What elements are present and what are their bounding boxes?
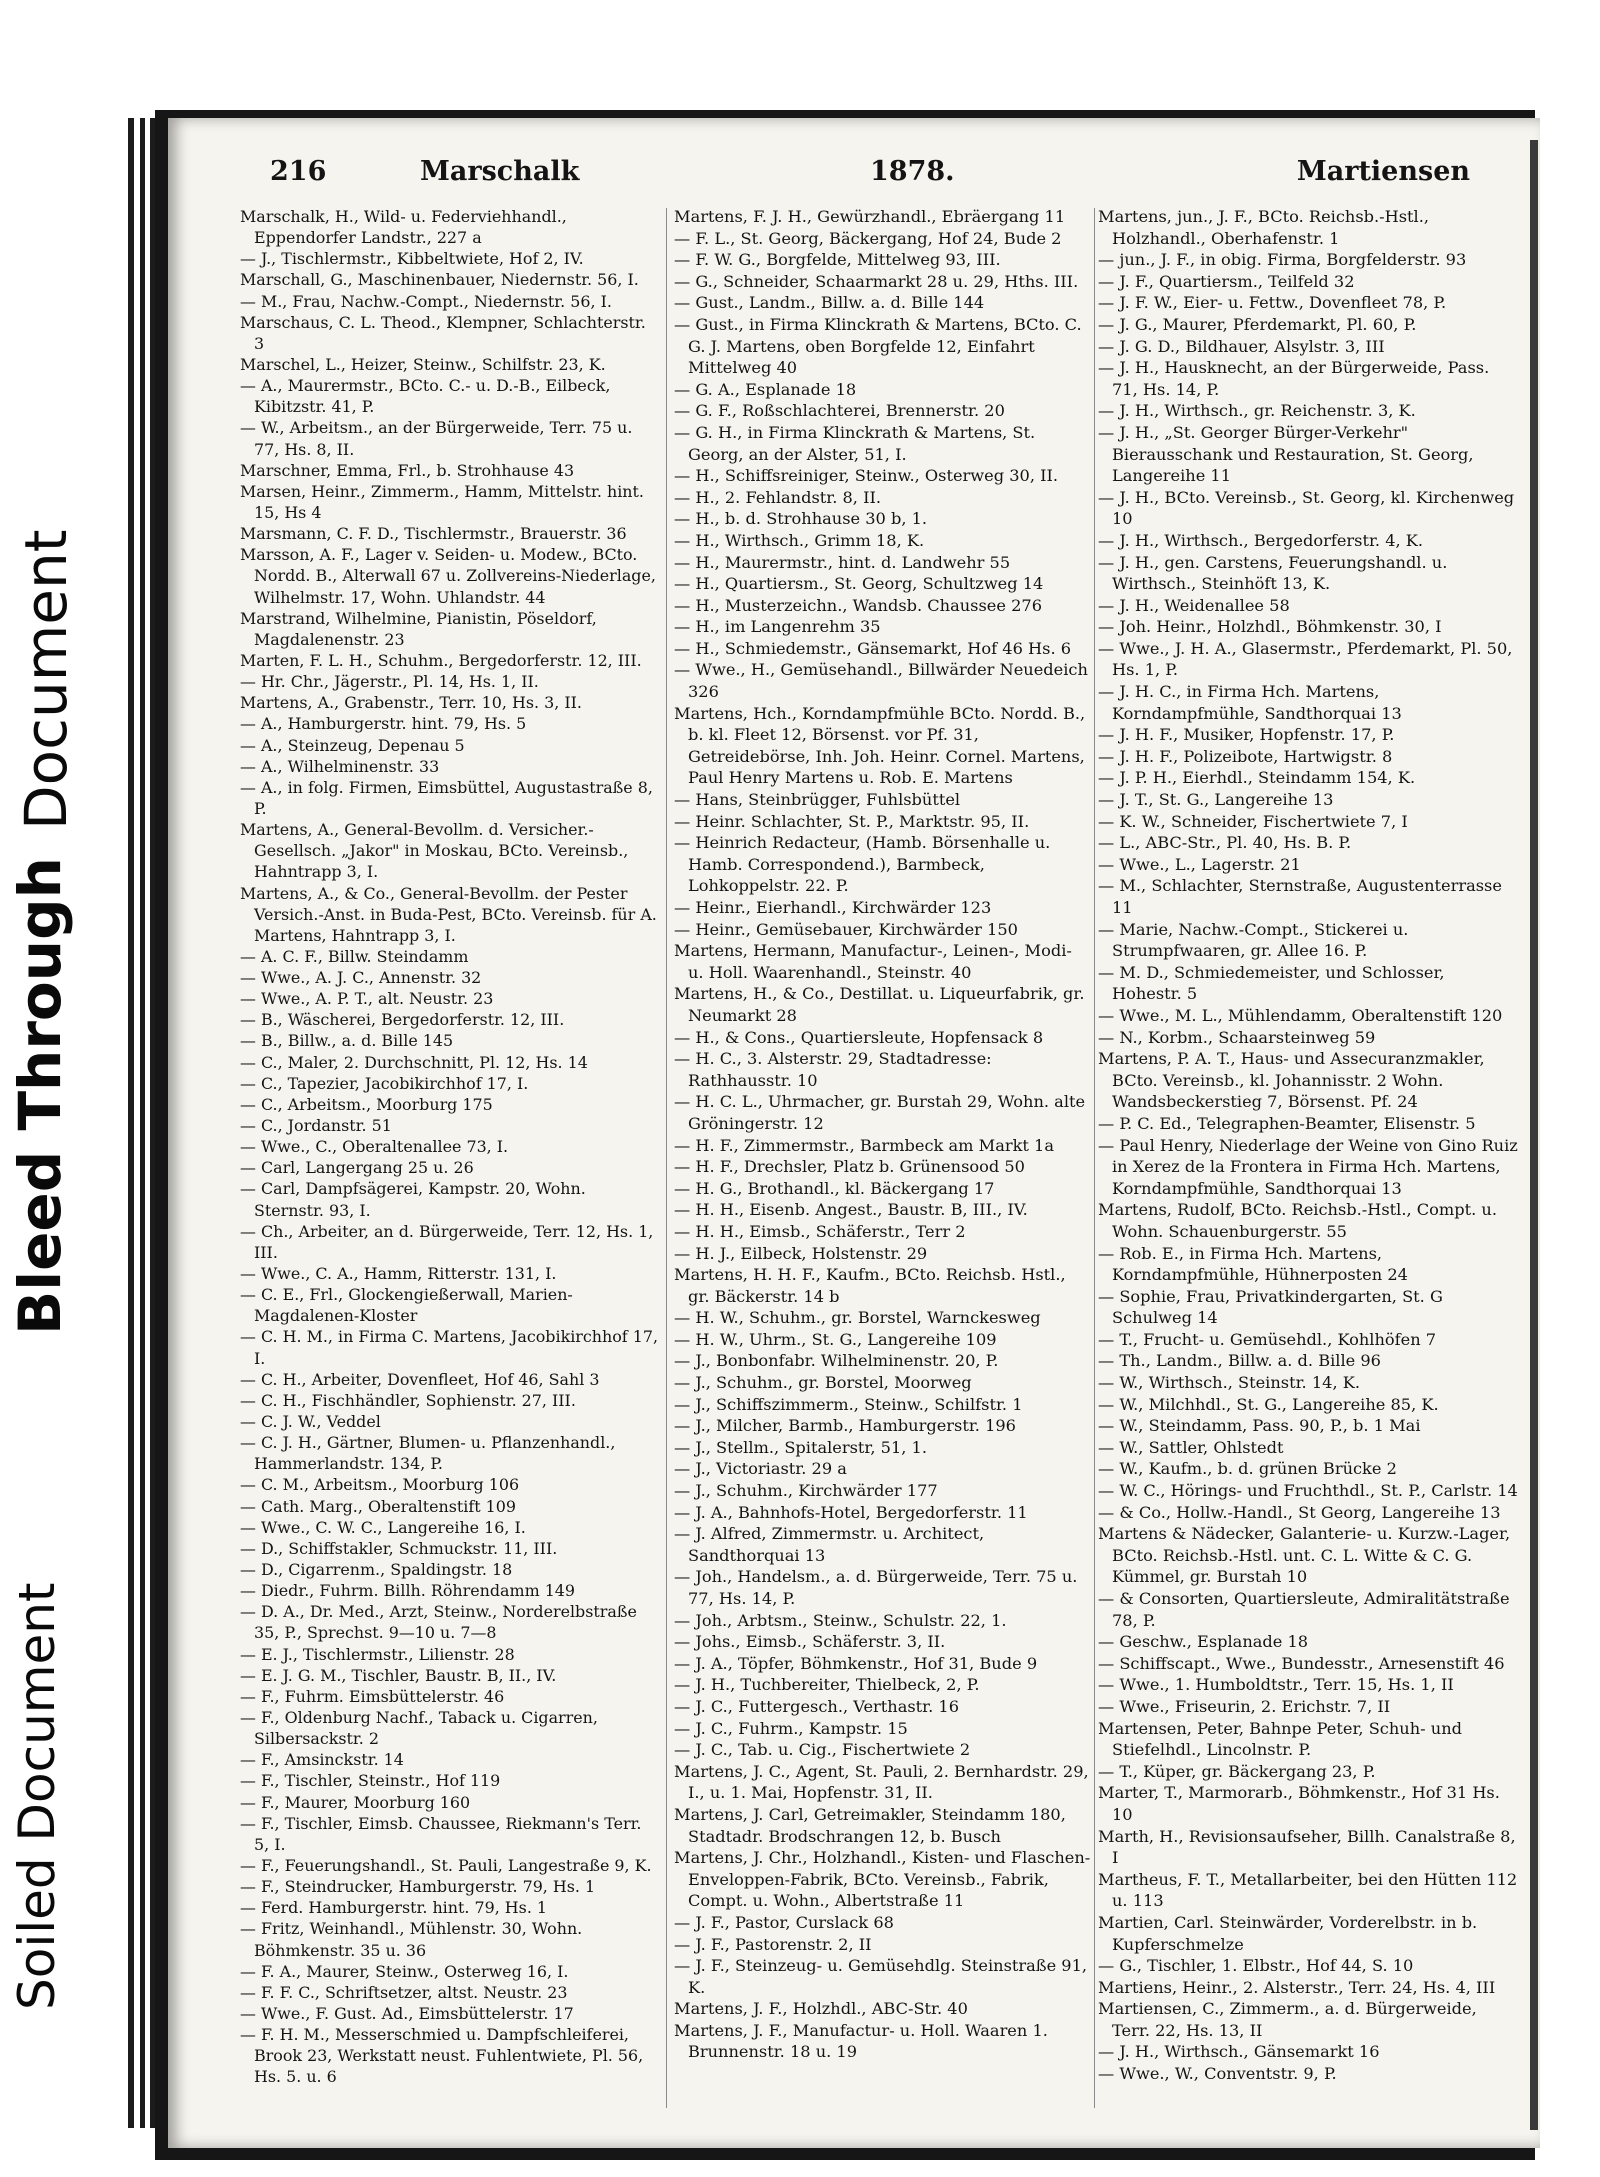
directory-entry: — J., Stellm., Spitalerstr, 51, 1. (674, 1437, 927, 1457)
directory-entry: — J. H., „St. Georger Bürger-Verkehr" Bierausschank und Restauration, St. Georg, Langereihe 11 (1098, 422, 1474, 486)
directory-entry: — H., Maurermstr., hint. d. Landwehr 55 (674, 552, 1011, 572)
directory-entry: — Joh. Heinr., Holzhdl., Böhmkenstr. 30, I (1098, 617, 1442, 637)
bleed-through-label: Bleed Through (6, 857, 74, 1335)
directory-entry: Martens, A., Grabenstr., Terr. 10, Hs. 3, II. (240, 693, 582, 713)
directory-entry: — Geschw., Esplanade 18 (1098, 1632, 1309, 1652)
directory-entry: Martens, J. F., Manufactur- u. Holl. Waaren 1. Brunnenstr. 18 u. 19 (674, 2020, 1048, 2062)
directory-entry: — Wwe., W., Conventstr. 9, P. (1098, 2064, 1337, 2084)
column-1 (240, 206, 658, 2088)
directory-entry: — Wwe., 1. Humboldtstr., Terr. 15, Hs. 1, II (1098, 1675, 1454, 1695)
directory-entry: — C. H. M., in Firma C. Martens, Jacobikirchhof 17, I. (240, 1327, 659, 1368)
directory-entry: — C. J. H., Gärtner, Blumen- u. Pflanzenhandl., Hammerlandstr. 134, P. (240, 1433, 616, 1474)
directory-entry: — Wwe., C., Oberaltenallee 73, I. (240, 1137, 509, 1157)
directory-entry: — L., ABC-Str., Pl. 40, Hs. B. P. (1098, 833, 1352, 853)
directory-entry: — Wwe., F. Gust. Ad., Eimsbüttelerstr. 17 (240, 2003, 574, 2023)
directory-entry: — J., Schiffszimmerm., Steinw., Schilfstr. 1 (674, 1394, 1023, 1414)
directory-entry: Martiens, Heinr., 2. Alsterstr., Terr. 24, Hs. 4, III (1098, 1977, 1496, 1997)
directory-entry: Marschall, G., Maschinenbauer, Niedernstr. 56, I. (240, 270, 639, 290)
directory-entry: Marschaus, C. L. Theod., Klempner, Schlachterstr. 3 (240, 312, 646, 353)
directory-entry: — T., Küper, gr. Bäckergang 23, P. (1098, 1761, 1376, 1781)
directory-entry: Marschel, L., Heizer, Steinw., Schilfstr. 23, K. (240, 354, 606, 374)
directory-entry: — & Co., Hollw.-Handl., St Georg, Langereihe 13 (1098, 1502, 1501, 1522)
directory-entry: — Johs., Eimsb., Schäferstr. 3, II. (674, 1632, 946, 1652)
directory-entry: — Heinrich Redacteur, (Hamb. Börsenhalle u. Hamb. Correspondend.), Barmbeck, Lohkoppelstr. 22. P. (674, 833, 1051, 896)
directory-entry: — B., Wäscherei, Bergedorferstr. 12, III. (240, 1010, 565, 1030)
directory-entry: — Ferd. Hamburgerstr. hint. 79, Hs. 1 (240, 1898, 548, 1918)
directory-entry: — J. H. F., Musiker, Hopfenstr. 17, P. (1098, 725, 1395, 745)
directory-entry: — C., Tapezier, Jacobikirchhof 17, I. (240, 1073, 529, 1093)
directory-entry: Martens, A., General-Bevollm. d. Versicher.-Gesellsch. „Jakor" in Moskau, BCto. Vereinsb., Hahntrapp 3, I. (240, 820, 629, 882)
directory-entry: — F. F. C., Schriftsetzer, altst. Neustr. 23 (240, 1982, 568, 2002)
directory-entry: — J., Bonbonfabr. Wilhelminenstr. 20, P. (674, 1351, 999, 1371)
directory-entry: — J. H., Weidenallee 58 (1098, 595, 1290, 615)
directory-entry: — Wwe., H., Gemüsehandl., Billwärder Neuedeich 326 (674, 660, 1088, 702)
directory-entry: — Cath. Marg., Oberaltenstift 109 (240, 1496, 517, 1516)
directory-entry: — A., in folg. Firmen, Eimsbüttel, Augustastraße 8, P. (240, 777, 653, 818)
directory-entry: — H. W., Schuhm., gr. Borstel, Warnckesweg (674, 1308, 1041, 1328)
directory-entry: — J., Milcher, Barmb., Hamburgerstr. 196 (674, 1416, 1016, 1436)
directory-entry: — F., Fuhrm. Eimsbüttelerstr. 46 (240, 1686, 505, 1706)
directory-entry: — J. C., Fuhrm., Kampstr. 15 (674, 1718, 908, 1738)
page-edge (140, 118, 145, 2128)
directory-entry: — E. J. G. M., Tischler, Baustr. B, II., IV. (240, 1665, 557, 1685)
directory-entry: — A., Maurermstr., BCto. C.- u. D.-B., Eilbeck, Kibitzstr. 41, P. (240, 376, 611, 417)
directory-page (168, 118, 1540, 2148)
running-head-left: Marschalk (420, 156, 580, 187)
directory-entry: — H., Schmiedemstr., Gänsemarkt, Hof 46 Hs. 6 (674, 638, 1072, 658)
scan-label-strip (0, 0, 80, 2177)
directory-entry: — F., Tischler, Steinstr., Hof 119 (240, 1771, 501, 1791)
column-divider (666, 208, 667, 2108)
running-head-right: Martiensen (1296, 156, 1470, 187)
page-year: 1878. (870, 156, 955, 187)
directory-entry: — H., & Cons., Quartiersleute, Hopfensack 8 (674, 1027, 1044, 1047)
directory-entry: — J. F., Pastorenstr. 2, II (674, 1934, 872, 1954)
directory-entry: — Wwe., A. P. T., alt. Neustr. 23 (240, 989, 494, 1009)
directory-entry: — W., Steindamm, Pass. 90, P., b. 1 Mai (1098, 1416, 1421, 1436)
directory-entry: — Wwe., C. A., Hamm, Ritterstr. 131, I. (240, 1264, 557, 1284)
directory-entry: — J. F. W., Eier- u. Fettw., Dovenfleet 78, P. (1098, 293, 1447, 313)
directory-entry: Martens, P. A. T., Haus- und Assecuranzmakler, BCto. Vereinsb., kl. Johannisstr. 2 Wohn. Wandsbeckerstieg 7, Börsenst. Pf. 24 (1098, 1049, 1485, 1112)
directory-entry: Martien, Carl. Steinwärder, Vorderelbstr. in b. Kupferschmelze (1098, 1912, 1478, 1954)
directory-entry: — F. A., Maurer, Steinw., Osterweg 16, I. (240, 1961, 569, 1981)
directory-entry: — Wwe., L., Lagerstr. 21 (1098, 854, 1301, 874)
directory-entry: Martensen, Peter, Bahnpe Peter, Schuh- und Stiefelhdl., Lincolnstr. P. (1098, 1718, 1462, 1760)
directory-entry: — H. H., Eisenb. Angest., Baustr. B, III., IV. (674, 1200, 1028, 1220)
directory-entry: — & Consorten, Quartiersleute, Admiralitätstraße 78, P. (1098, 1589, 1510, 1630)
directory-entry: — H. C., 3. Alsterstr. 29, Stadtadresse: Rathhausstr. 10 (674, 1049, 992, 1090)
directory-entry: — C., Maler, 2. Durchschnitt, Pl. 12, Hs. 14 (240, 1052, 588, 1072)
directory-entry: — F., Feuerungshandl., St. Pauli, Langestraße 9, K. (240, 1855, 652, 1875)
directory-entry: — Carl, Dampfsägerei, Kampstr. 20, Wohn. Sternstr. 93, I. (240, 1179, 586, 1220)
directory-entry: — Carl, Langergang 25 u. 26 (240, 1158, 474, 1178)
directory-entry: — C. M., Arbeitsm., Moorburg 106 (240, 1475, 520, 1495)
directory-entry: — Schiffscapt., Wwe., Bundesstr., Arnesenstift 46 (1098, 1653, 1505, 1673)
directory-entry: Martens, Rudolf, BCto. Reichsb.-Hstl., Compt. u. Wohn. Schauenburgerstr. 55 (1098, 1200, 1497, 1241)
directory-entry: — Wwe., J. H. A., Glasermstr., Pferdemarkt, Pl. 50, Hs. 1, P. (1098, 638, 1513, 680)
directory-entry: — J. A., Töpfer, Böhmkenstr., Hof 31, Bude 9 (674, 1653, 1038, 1673)
directory-entry: — Marie, Nachw.-Compt., Stickerei u. Strumpfwaaren, gr. Allee 16. P. (1098, 919, 1409, 961)
directory-entry: — H., Musterzeichn., Wandsb. Chaussee 276 (674, 595, 1042, 615)
directory-entry: Martens, J. F., Holzhdl., ABC-Str. 40 (674, 1999, 968, 2019)
directory-entry: — C., Jordanstr. 51 (240, 1116, 392, 1136)
directory-entry: — Paul Henry, Niederlage der Weine von Gino Ruiz in Xerez de la Frontera in Firma Hch. Martens, Korndampfmühle, Sandthorquai 13 (1098, 1135, 1518, 1198)
page-edge (128, 118, 134, 2128)
directory-entry: — H., im Langenrehm 35 (674, 617, 881, 637)
directory-entry: Marten, F. L. H., Schuhm., Bergedorferstr. 12, III. (240, 650, 642, 670)
directory-entry: Marsen, Heinr., Zimmerm., Hamm, Mittelstr. hint. 15, Hs 4 (240, 481, 644, 522)
directory-entry: — A., Wilhelminenstr. 33 (240, 756, 440, 776)
directory-entry: — M., Schlachter, Sternstraße, Augustenterrasse 11 (1098, 876, 1502, 917)
directory-entry: — Sophie, Frau, Privatkindergarten, St. G Schulweg 14 (1098, 1286, 1443, 1328)
directory-entry: — Wwe., M. L., Mühlendamm, Oberaltenstift 120 (1098, 1005, 1503, 1025)
directory-entry: — J. F., Quartiersm., Teilfeld 32 (1098, 271, 1355, 291)
directory-entry: — B., Billw., a. d. Bille 145 (240, 1031, 454, 1051)
directory-entry: Marschner, Emma, Frl., b. Strohhause 43 (240, 460, 575, 480)
directory-entry: — K. W., Schneider, Fischertwiete 7, I (1098, 811, 1408, 831)
directory-entry: — J. A., Bahnhofs-Hotel, Bergedorferstr. 11 (674, 1502, 1028, 1522)
directory-entry: — F. H. M., Messerschmied u. Dampfschleiferei, Brook 23, Werkstatt neust. Fuhlentwiete, Pl. 56, Hs. 5. u. 6 (240, 2025, 644, 2087)
column-3 (1098, 206, 1518, 2085)
directory-entry: — A., Hamburgerstr. hint. 79, Hs. 5 (240, 714, 527, 734)
directory-entry: — H., Schiffsreiniger, Steinw., Osterweg 30, II. (674, 466, 1059, 486)
directory-entry: — C. H., Arbeiter, Dovenfleet, Hof 46, Sahl 3 (240, 1369, 600, 1389)
directory-entry: — J. H. C., in Firma Hch. Martens, Korndampfmühle, Sandthorquai 13 (1098, 682, 1402, 723)
directory-entry: — H., b. d. Strohhause 30 b, 1. (674, 509, 928, 529)
directory-entry: — Wwe., A. J. C., Annenstr. 32 (240, 968, 482, 988)
directory-entry: — J. F., Steinzeug- u. Gemüsehdlg. Steinstraße 91, K. (674, 1956, 1088, 1997)
directory-entry: — C., Arbeitsm., Moorburg 175 (240, 1094, 493, 1114)
directory-entry: — G., Tischler, 1. Elbstr., Hof 44, S. 10 (1098, 1956, 1414, 1976)
directory-entry: Martens, H. H. F., Kaufm., BCto. Reichsb. Hstl., gr. Bäckerstr. 14 b (674, 1265, 1066, 1306)
directory-entry: — Fritz, Weinhandl., Mühlenstr. 30, Wohn. Böhmkenstr. 35 u. 36 (240, 1919, 583, 1960)
directory-entry: — H. F., Drechsler, Platz b. Grünensood 50 (674, 1157, 1025, 1177)
directory-entry: — Hr. Chr., Jägerstr., Pl. 14, Hs. 1, II. (240, 672, 539, 692)
directory-entry: — D., Cigarrenm., Spaldingstr. 18 (240, 1560, 513, 1579)
directory-entry: Martens, Hermann, Manufactur-, Leinen-, Modi- u. Holl. Waarenhandl., Steinstr. 40 (674, 941, 1072, 982)
directory-entry: — G. F., Roßschlachterei, Brennerstr. 20 (674, 401, 1005, 421)
directory-entry: — D., Schiffstakler, Schmuckstr. 11, III. (240, 1538, 558, 1558)
directory-entry: — J. H., Tuchbereiter, Thielbeck, 2, P. (674, 1675, 980, 1695)
directory-entry: Martens, Hch., Korndampfmühle BCto. Nordd. B., b. kl. Fleet 12, Börsenst. vor Pf. 31, Getreidebörse, Inh. Joh. Heinr. Cornel. Martens, Paul Henry Martens u. Rob. E. Martens (674, 703, 1086, 788)
directory-entry: — J. H., Wirthsch., gr. Reichenstr. 3, K. (1098, 401, 1416, 421)
directory-entry: — Rob. E., in Firma Hch. Martens, Korndampfmühle, Hühnerposten 24 (1098, 1243, 1408, 1285)
directory-entry: — J., Schuhm., Kirchwärder 177 (674, 1481, 938, 1501)
directory-entry: — M. D., Schmiedemeister, und Schlosser, Hohestr. 5 (1098, 962, 1445, 1004)
directory-entry: — F., Amsinckstr. 14 (240, 1750, 404, 1770)
directory-entry: — J., Victoriastr. 29 a (674, 1459, 847, 1479)
directory-entry: — Gust., in Firma Klinckrath & Martens, BCto. C. G. J. Martens, oben Borgfelde 12, Einfahrt Mittelweg 40 (674, 314, 1082, 378)
directory-entry: — F., Oldenburg Nachf., Taback u. Cigarren, Silbersackstr. 2 (240, 1707, 598, 1749)
directory-entry: — H., Quartiersm., St. Georg, Schultzweg 14 (674, 574, 1044, 594)
directory-entry: — J. P. H., Eierhdl., Steindamm 154, K. (1098, 768, 1416, 788)
directory-entry: — J. T., St. G., Langereihe 13 (1098, 790, 1334, 810)
directory-entry: — J. H., Hausknecht, an der Bürgerweide, Pass. 71, Hs. 14, P. (1098, 358, 1490, 399)
directory-entry: — J., Schuhm., gr. Borstel, Moorweg (674, 1373, 972, 1393)
directory-entry: — C. E., Frl., Glockengießerwall, Marien-Magdalenen-Kloster (240, 1285, 573, 1326)
directory-entry: — H., Wirthsch., Grimm 18, K. (674, 530, 925, 550)
directory-entry: — G. H., in Firma Klinckrath & Martens, St. Georg, an der Alster, 51, I. (674, 422, 1036, 464)
page-number: 216 (270, 156, 327, 187)
directory-entry: — F. W. G., Borgfelde, Mittelweg 93, III. (674, 250, 1001, 270)
directory-entry: Martheus, F. T., Metallarbeiter, bei den Hütten 112 u. 113 (1098, 1869, 1518, 1911)
directory-entry: — J. H., Wirthsch., Bergedorferstr. 4, K. (1098, 530, 1424, 550)
directory-entry: — Joh., Handelsm., a. d. Bürgerweide, Terr. 75 u. 77, Hs. 14, P. (674, 1567, 1078, 1608)
directory-entry: — J. F., Pastor, Curslack 68 (674, 1912, 894, 1932)
directory-entry: Martens, H., & Co., Destillat. u. Liqueurfabrik, gr. Neumarkt 28 (674, 984, 1085, 1025)
directory-entry: Martens, J. Carl, Getreimakler, Steindamm 180, Stadtadr. Brodschrangen 12, b. Busch (674, 1804, 1066, 1846)
directory-entry: — Heinr. Schlachter, St. P., Marktstr. 95, II. (674, 811, 1030, 831)
directory-entry: — J., Tischlermstr., Kibbeltwiete, Hof 2, IV. (240, 249, 584, 269)
directory-entry: — H. G., Brothandl., kl. Bäckergang 17 (674, 1178, 995, 1198)
directory-entry: Martens, jun., J. F., BCto. Reichsb.-Hstl., Holzhandl., Oberhafenstr. 1 (1098, 207, 1430, 248)
directory-entry: — H., 2. Fehlandstr. 8, II. (674, 487, 882, 507)
directory-entry: — Wwe., C. W. C., Langereihe 16, I. (240, 1517, 526, 1537)
directory-entry: — C. H., Fischhändler, Sophienstr. 27, III. (240, 1390, 576, 1410)
directory-entry: — J. C., Tab. u. Cig., Fischertwiete 2 (674, 1740, 971, 1760)
directory-entry: — W., Wirthsch., Steinstr. 14, K. (1098, 1373, 1360, 1393)
directory-entry: Martens, A., & Co., General-Bevollm. der Pester Versich.-Anst. in Buda-Pest, BCto. Vereinsb. für A. Martens, Hahntrapp 3, I. (240, 883, 657, 945)
directory-entry: — Hans, Steinbrügger, Fuhlsbüttel (674, 790, 961, 810)
directory-entry: — J. H., Wirthsch., Gänsemarkt 16 (1098, 2042, 1380, 2062)
directory-entry: — H. C. L., Uhrmacher, gr. Burstah 29, Wohn. alte Gröningerstr. 12 (674, 1092, 1086, 1133)
directory-entry: Marstrand, Wilhelmine, Pianistin, Pöseldorf, Magdalenenstr. 23 (240, 608, 597, 649)
directory-entry: — W., Milchhdl., St. G., Langereihe 85, K. (1098, 1394, 1439, 1414)
directory-entry: — F., Tischler, Eimsb. Chaussee, Riekmann's Terr. 5, I. (240, 1813, 642, 1854)
directory-entry: Marschalk, H., Wild- u. Federviehhandl., Eppendorfer Landstr., 227 a (240, 207, 567, 248)
directory-entry: Martens & Nädecker, Galanterie- u. Kurzw.-Lager, BCto. Reichsb.-Hstl. unt. C. L. Witte & C. G. Kümmel, gr. Burstah 10 (1098, 1524, 1511, 1587)
directory-entry: — D. A., Dr. Med., Arzt, Steinw., Norderelbstraße 35, P., Sprechst. 9—10 u. 7—8 (240, 1602, 637, 1643)
directory-entry: — J. Alfred, Zimmermstr. u. Architect, Sandthorquai 13 (674, 1524, 985, 1565)
directory-entry: — J. H., BCto. Vereinsb., St. Georg, kl. Kirchenweg 10 (1098, 487, 1515, 529)
directory-entry: — W., Sattler, Ohlstedt (1098, 1437, 1284, 1457)
directory-entry: — C. J. W., Veddel (240, 1412, 381, 1432)
directory-entry: — J. G., Maurer, Pferdemarkt, Pl. 60, P. (1098, 314, 1417, 334)
directory-entry: — J. H. F., Polizeibote, Hartwigstr. 8 (1098, 746, 1393, 766)
directory-entry: — W., Kaufm., b. d. grünen Brücke 2 (1098, 1459, 1397, 1479)
directory-entry: — H. J., Eilbeck, Holstenstr. 29 (674, 1243, 928, 1263)
page-right-edge (1530, 140, 1538, 2130)
directory-entry: — F. L., St. Georg, Bäckergang, Hof 24, Bude 2 (674, 228, 1062, 248)
directory-entry: — M., Frau, Nachw.-Compt., Niedernstr. 56, I. (240, 291, 612, 311)
directory-entry: — G., Schneider, Schaarmarkt 28 u. 29, Hths. III. (674, 271, 1079, 291)
directory-entry: — T., Frucht- u. Gemüsehdl., Kohlhöfen 7 (1098, 1329, 1437, 1349)
document-label: Document (12, 529, 80, 830)
directory-entry: — Ch., Arbeiter, an d. Bürgerweide, Terr. 12, Hs. 1, III. (240, 1221, 654, 1262)
directory-entry: — J. C., Futtergesch., Verthastr. 16 (674, 1696, 960, 1716)
directory-entry: — Gust., Landm., Billw. a. d. Bille 144 (674, 293, 985, 313)
directory-entry: — G. A., Esplanade 18 (674, 379, 857, 399)
directory-entry: Martens, J. Chr., Holzhandl., Kisten- und Flaschen-Enveloppen-Fabrik, BCto. Vereinsb., Fabrik, Compt. u. Wohn., Albertstraße 11 (674, 1848, 1091, 1911)
directory-entry: Marsson, A. F., Lager v. Seiden- u. Modew., BCto. Nordd. B., Alterwall 67 u. Zollvereins-Niederlage, Wilhelmstr. 17, Wohn. Uhlandstr. 44 (240, 545, 656, 607)
directory-entry: — H. H., Eimsb., Schäferstr., Terr 2 (674, 1221, 966, 1241)
directory-entry: — P. C. Ed., Telegraphen-Beamter, Elisenstr. 5 (1098, 1113, 1476, 1133)
directory-entry: — F., Maurer, Moorburg 160 (240, 1792, 471, 1812)
directory-entry: — J. H., gen. Carstens, Feuerungshandl. u. Wirthsch., Steinhöft 13, K. (1098, 552, 1448, 594)
directory-entry: — A., Steinzeug, Depenau 5 (240, 735, 465, 755)
directory-entry: — A. C. F., Billw. Steindamm (240, 946, 469, 966)
directory-entry: Marsmann, C. F. D., Tischlermstr., Brauerstr. 36 (240, 524, 627, 544)
directory-entry: — Diedr., Fuhrm. Billh. Röhrendamm 149 (240, 1581, 576, 1601)
directory-entry: — H. F., Zimmermstr., Barmbeck am Markt 1a (674, 1135, 1054, 1155)
directory-entry: — W., Arbeitsm., an der Bürgerweide, Terr. 75 u. 77, Hs. 8, II. (240, 418, 633, 459)
directory-entry: — Wwe., Friseurin, 2. Erichstr. 7, II (1098, 1696, 1391, 1716)
directory-entry: — W. C., Hörings- und Fruchthdl., St. P., Carlstr. 14 (1098, 1481, 1518, 1501)
page-header (270, 156, 1500, 196)
directory-entry: — jun., J. F., in obig. Firma, Borgfelderstr. 93 (1098, 250, 1467, 270)
directory-entry: Martiensen, C., Zimmerm., a. d. Bürgerweide, Terr. 22, Hs. 13, II (1098, 1999, 1477, 2040)
directory-entry: Martens, F. J. H., Gewürzhandl., Ebräergang 11 (674, 207, 1066, 226)
directory-entry: — H. W., Uhrm., St. G., Langereihe 109 (674, 1329, 997, 1349)
directory-entry: — Heinr., Gemüsebauer, Kirchwärder 150 (674, 919, 1018, 939)
column-2 (674, 206, 1092, 2063)
directory-entry: Marter, T., Marmorarb., Böhmkenstr., Hof 31 Hs. 10 (1098, 1783, 1500, 1824)
directory-entry: — Th., Landm., Billw. a. d. Bille 96 (1098, 1351, 1381, 1371)
page-edge (150, 118, 155, 2128)
column-divider (1094, 208, 1095, 2108)
directory-entry: — Heinr., Eierhandl., Kirchwärder 123 (674, 898, 992, 917)
directory-entry: — Joh., Arbtsm., Steinw., Schulstr. 22, 1. (674, 1610, 1007, 1630)
directory-entry: — N., Korbm., Schaarsteinweg 59 (1098, 1027, 1376, 1047)
directory-entry: — J. G. D., Bildhauer, Alsylstr. 3, III (1098, 336, 1385, 356)
directory-entry: Marth, H., Revisionsaufseher, Billh. Canalstraße 8, I (1098, 1826, 1516, 1868)
directory-entry: — F., Steindrucker, Hamburgerstr. 79, Hs. 1 (240, 1877, 596, 1897)
soiled-document-label: Soiled Document (8, 1582, 66, 2010)
directory-entry: — E. J., Tischlermstr., Lilienstr. 28 (240, 1644, 515, 1664)
directory-entry: Martens, J. C., Agent, St. Pauli, 2. Bernhardstr. 29, I., u. 1. Mai, Hopfenstr. 31, II. (674, 1761, 1089, 1803)
